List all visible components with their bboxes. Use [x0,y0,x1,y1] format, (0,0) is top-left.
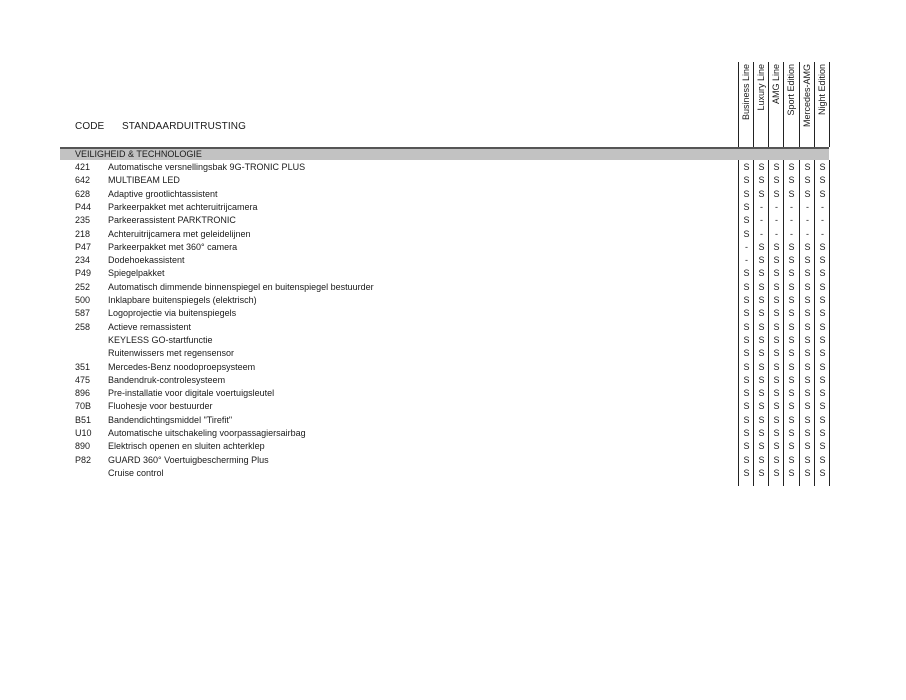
column-divider [829,62,830,147]
availability-cell: - [806,201,809,212]
availability-cell: S [804,281,811,292]
availability-cell: S [788,388,795,399]
availability-cell: S [804,374,811,385]
availability-cell: - [821,201,824,212]
option-description: Automatisch dimmende binnenspiegel en buitenspiegel bestuurder [108,281,374,292]
availability-cell: S [804,321,811,332]
table-row [0,281,906,294]
availability-cell: S [804,188,811,199]
availability-cell: S [743,454,750,465]
availability-cell: S [804,428,811,438]
availability-cell: S [773,241,780,252]
availability-cell: S [804,414,811,425]
option-code: B51 [75,414,92,425]
availability-cell: S [819,255,826,266]
availability-cell: S [743,295,750,305]
availability-cell: S [788,162,795,172]
availability-cell: S [758,374,765,385]
table-row [0,414,906,427]
availability-cell: S [773,281,780,292]
availability-cell: S [743,348,750,359]
availability-cell: S [773,334,780,345]
option-description: Ruitenwissers met regensensor [108,348,235,359]
option-code: 234 [75,255,91,266]
availability-cell: - [775,228,778,239]
availability-cell: S [743,374,750,385]
availability-cell: S [743,441,750,452]
option-description: Achteruitrijcamera met geleidelijnen [108,228,251,239]
option-description: Automatische versnellingsbak 9G-TRONIC PLUS [108,162,306,172]
availability-cell: S [788,281,795,292]
availability-cell: S [819,241,826,252]
option-code: 70B [75,401,92,412]
availability-cell: S [743,428,750,438]
table-row [0,188,906,201]
availability-cell: S [804,467,811,478]
availability-cell: S [758,308,765,319]
availability-cell: S [788,361,795,372]
table-row [0,201,906,214]
column-header: Business Line [741,64,751,121]
availability-cell: S [804,454,811,465]
availability-cell: S [804,334,811,345]
availability-cell: S [758,414,765,425]
availability-cell: S [819,441,826,452]
option-code: 896 [75,388,91,399]
availability-cell: S [819,388,826,399]
availability-cell: S [758,295,765,305]
availability-cell: S [758,268,765,279]
availability-cell: S [819,308,826,319]
option-code: P49 [75,268,92,279]
option-description: MULTIBEAM LED [108,175,180,186]
option-description: Bandendichtingsmiddel "Tirefit" [108,414,233,425]
availability-cell: S [788,441,795,452]
availability-cell: - [760,228,763,239]
table-row [0,454,906,467]
option-description: Adaptive grootlichtassistent [108,188,218,199]
availability-cell: S [804,162,811,172]
availability-cell: - [775,215,778,226]
availability-cell: S [788,428,795,438]
option-description: Logoprojectie via buitenspiegels [108,308,237,319]
availability-cell: S [773,188,780,199]
availability-cell: S [819,454,826,465]
availability-cell: S [819,188,826,199]
column-header: Mercedes-AMG [802,64,812,128]
option-description: Dodehoekassistent [108,255,185,266]
option-description: Parkeerpakket met achteruitrijcamera [108,201,258,212]
option-code: 628 [75,188,91,199]
column-header: Sport Edition [786,64,796,116]
availability-cell: S [758,428,765,438]
availability-cell: S [773,388,780,399]
availability-cell: S [788,467,795,478]
availability-cell: S [788,308,795,319]
availability-cell: - [790,228,793,239]
availability-cell: S [773,361,780,372]
availability-cell: S [743,228,750,239]
availability-cell: S [743,188,750,199]
availability-cell: - [790,215,793,226]
availability-cell: S [773,414,780,425]
option-description: Actieve remassistent [108,321,192,332]
availability-cell: S [743,467,750,478]
availability-cell: S [804,401,811,412]
option-code: P44 [75,201,92,212]
option-code: 642 [75,175,91,186]
code-column-header: CODE [75,121,105,132]
option-code: 475 [75,374,91,385]
availability-cell: S [819,374,826,385]
availability-cell: S [743,414,750,425]
availability-cell: S [758,162,765,172]
availability-cell: S [773,348,780,359]
availability-cell: S [819,414,826,425]
availability-cell: S [743,401,750,412]
option-description: Inklapbare buitenspiegels (elektrisch) [108,295,257,305]
availability-cell: S [758,255,765,266]
availability-cell: S [773,308,780,319]
availability-cell: S [758,467,765,478]
availability-cell: S [819,467,826,478]
availability-cell: S [743,201,750,212]
availability-cell: - [821,215,824,226]
option-description: Fluohesje voor bestuurder [108,401,213,412]
table-row [0,228,906,241]
availability-cell: S [773,374,780,385]
option-code: 587 [75,308,91,319]
availability-cell: S [788,374,795,385]
availability-cell: S [819,281,826,292]
table-row [0,400,906,413]
option-code: 235 [75,215,91,226]
availability-cell: - [806,228,809,239]
option-description: Spiegelpakket [108,268,165,279]
availability-cell: S [743,268,750,279]
availability-cell: S [819,268,826,279]
table-row [0,467,906,480]
option-description: Cruise control [108,467,164,478]
table-row [0,374,906,387]
column-header: Night Edition [817,64,827,116]
table-row [0,427,906,440]
availability-cell: S [788,321,795,332]
availability-cell: S [788,348,795,359]
option-code: 890 [75,441,91,452]
option-code: P47 [75,241,92,252]
availability-cell: - [760,215,763,226]
availability-cell: S [819,175,826,186]
table-row [0,440,906,453]
availability-cell: S [788,295,795,305]
availability-cell: - [745,255,748,266]
table-row [0,347,906,360]
option-code: 258 [75,321,91,332]
availability-cell: S [773,162,780,172]
availability-cell: S [758,188,765,199]
column-header: Luxury Line [756,64,766,111]
availability-cell: S [804,268,811,279]
availability-cell: S [773,467,780,478]
option-description: Parkeerassistent PARKTRONIC [108,215,236,226]
option-code: 218 [75,228,91,239]
availability-cell: S [819,321,826,332]
availability-cell: S [758,441,765,452]
availability-cell: S [788,188,795,199]
availability-cell: S [804,441,811,452]
availability-cell: S [773,441,780,452]
availability-cell: S [773,268,780,279]
availability-cell: S [819,361,826,372]
availability-cell: S [788,255,795,266]
availability-cell: S [788,268,795,279]
availability-cell: S [804,348,811,359]
availability-cell: S [773,428,780,438]
availability-cell: S [773,175,780,186]
availability-cell: S [804,361,811,372]
availability-cell: S [788,241,795,252]
availability-cell: S [819,348,826,359]
availability-cell: S [758,321,765,332]
availability-cell: S [758,348,765,359]
table-row [0,174,906,187]
availability-cell: S [773,255,780,266]
availability-cell: S [819,334,826,345]
table-row [0,387,906,400]
option-code: P82 [75,454,92,465]
availability-cell: S [804,295,811,305]
availability-cell: S [743,215,750,226]
availability-cell: S [758,388,765,399]
option-description: GUARD 360° Voertuigbescherming Plus [108,454,269,465]
availability-cell: S [758,175,765,186]
availability-cell: S [819,162,826,172]
table-row [0,267,906,280]
availability-cell: S [788,175,795,186]
availability-cell: S [804,308,811,319]
availability-cell: S [758,281,765,292]
availability-cell: S [819,428,826,438]
option-description: KEYLESS GO-startfunctie [108,334,213,345]
section-label: VEILIGHEID & TECHNOLOGIE [75,149,202,159]
availability-cell: S [788,401,795,412]
availability-cell: - [806,215,809,226]
table-row [0,307,906,320]
table-row [0,321,906,334]
option-code: 351 [75,361,91,372]
availability-cell: S [804,241,811,252]
table-row [0,254,906,267]
availability-cell: S [788,414,795,425]
availability-cell: - [775,201,778,212]
availability-cell: S [773,295,780,305]
table-row [0,334,906,347]
table-row [0,294,906,307]
availability-cell: S [804,175,811,186]
option-description: Parkeerpakket met 360° camera [108,241,238,252]
table-row [0,361,906,374]
availability-cell: S [758,241,765,252]
option-description: Elektrisch openen en sluiten achterklep [108,441,265,452]
availability-cell: S [804,388,811,399]
availability-cell: - [790,201,793,212]
availability-cell: - [821,228,824,239]
availability-cell: S [743,334,750,345]
availability-cell: S [758,454,765,465]
availability-cell: S [773,454,780,465]
availability-cell: S [743,162,750,172]
availability-cell: S [773,401,780,412]
availability-cell: S [743,321,750,332]
option-description: Bandendruk-controlesysteem [108,374,226,385]
table-row [0,241,906,254]
availability-cell: - [760,201,763,212]
availability-cell: S [743,308,750,319]
table-row [0,214,906,227]
page-title: STANDAARDUITRUSTING [122,121,246,132]
option-code: 500 [75,295,91,305]
availability-cell: S [758,361,765,372]
option-description: Pre-installatie voor digitale voertuigsleutel [108,388,275,399]
availability-cell: S [819,401,826,412]
option-code: 252 [75,281,91,292]
availability-cell: S [773,321,780,332]
availability-cell: S [788,334,795,345]
availability-cell: S [743,281,750,292]
availability-cell: S [743,388,750,399]
availability-cell: S [743,361,750,372]
availability-cell: S [819,295,826,305]
availability-cell: - [745,241,748,252]
availability-cell: S [758,401,765,412]
availability-cell: S [804,255,811,266]
table-row [0,161,906,174]
option-code: U10 [75,428,92,438]
option-code: 421 [75,162,91,172]
option-description: Mercedes-Benz noodoproepsysteem [108,361,256,372]
column-header: AMG Line [771,64,781,105]
availability-cell: S [758,334,765,345]
option-description: Automatische uitschakeling voorpassagiersairbag [108,428,306,438]
availability-cell: S [743,175,750,186]
availability-cell: S [788,454,795,465]
